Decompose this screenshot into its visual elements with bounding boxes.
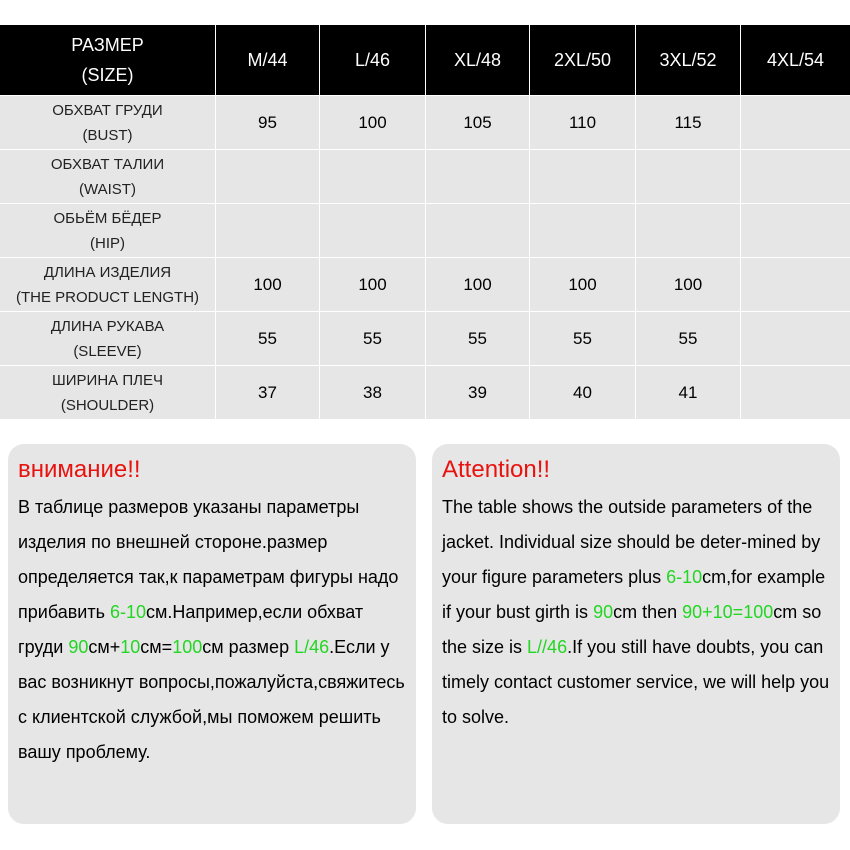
notice-text: cm,for example if your bust girth is: [442, 567, 826, 622]
row-label: [0, 366, 216, 419]
row-label: [0, 150, 216, 203]
row-label-ru: ОБХВАТ ТАЛИИ: [50, 155, 165, 173]
highlight-text: 6-10: [109, 602, 146, 622]
notice-title-en: Attention!!: [442, 456, 551, 483]
table-cell: [741, 258, 850, 311]
size-table: [0, 25, 850, 419]
table-row-hip: [0, 203, 850, 257]
row-label-ru: ОБЬЁМ БЁДЕР: [53, 209, 162, 227]
table-row-length: [0, 257, 850, 311]
row-label-ru: ОБХВАТ ГРУДИ: [52, 101, 163, 119]
table-cell: 100: [636, 258, 741, 311]
row-label-en: (SHOULDER): [60, 396, 155, 414]
row-label-ru: ДЛИНА РУКАВА: [50, 317, 165, 335]
highlight-text: L//46: [527, 637, 568, 657]
table-cell: 100: [320, 96, 426, 149]
row-label: [0, 204, 216, 257]
row-label-en: (HIP): [90, 234, 125, 252]
row-label: [0, 312, 216, 365]
size-header-label: [0, 25, 216, 95]
table-cell: [741, 150, 850, 203]
notice-text: cm so the size is: [442, 602, 822, 657]
notice-title-ru: внимание!!: [18, 456, 141, 483]
table-cell: [320, 150, 426, 203]
size-column-header: 2XL/50: [530, 25, 636, 95]
table-cell: 55: [530, 312, 636, 365]
highlight-text: 90+10=100: [682, 602, 774, 622]
table-cell: 40: [530, 366, 636, 419]
row-label-en: (SLEEVE): [73, 342, 142, 360]
table-cell: 41: [636, 366, 741, 419]
highlight-text: L/46: [294, 637, 330, 657]
table-cell: [426, 150, 530, 203]
table-cell: [216, 150, 320, 203]
table-cell: 55: [636, 312, 741, 365]
table-cell: [741, 204, 850, 257]
row-label-ru: ШИРИНА ПЛЕЧ: [52, 371, 163, 389]
highlight-text: 6-10: [666, 567, 703, 587]
table-row-shoulder: [0, 365, 850, 419]
table-cell: [530, 150, 636, 203]
highlight-text: 100: [172, 637, 203, 657]
size-header-ru: РАЗМЕР: [71, 35, 144, 55]
row-label: [0, 96, 216, 149]
notice-text: .Если у вас возникнут вопросы,пожалуйста,свяжитесь с клиентской службой,мы поможем решить вашу проблему.: [18, 637, 405, 762]
notice-text: см=: [140, 637, 173, 657]
highlight-text: 10: [120, 637, 141, 657]
notice-text: В таблице размеров указаны параметры изделия по внешней стороне.размер определяется так,к параметрам фигуры надо прибавить: [18, 497, 399, 622]
size-column-header: 4XL/54: [766, 49, 825, 70]
table-row-waist: [0, 149, 850, 203]
table-cell: 55: [426, 312, 530, 365]
notice-english: [432, 444, 840, 824]
notice-body-en: [442, 490, 830, 735]
table-cell: 39: [426, 366, 530, 419]
notice-body-ru: [18, 490, 406, 770]
table-header-row: [0, 25, 850, 95]
table-cell: 100: [426, 258, 530, 311]
notice-text: The table shows the outside parameters of the jacket. Individual size should be deter-mined by your figure parameters plus: [442, 497, 821, 587]
notice-russian: [8, 444, 416, 824]
row-label-ru: ДЛИНА ИЗДЕЛИЯ: [43, 263, 172, 281]
highlight-text: 90: [68, 637, 89, 657]
table-cell: [741, 96, 850, 149]
row-label: [0, 258, 216, 311]
table-cell: 37: [216, 366, 320, 419]
size-column-header: 3XL/52: [636, 25, 741, 95]
notice-text: см.Например,если обхват груди: [18, 602, 364, 657]
table-cell: 55: [320, 312, 426, 365]
table-cell: 95: [216, 96, 320, 149]
table-cell: [741, 366, 850, 419]
table-cell: [216, 204, 320, 257]
notice-text: см размер: [202, 637, 295, 657]
row-label-en: (BUST): [82, 126, 133, 144]
table-cell: 100: [530, 258, 636, 311]
table-row-bust: [0, 95, 850, 149]
row-label-en: (THE PRODUCT LENGTH): [15, 288, 200, 306]
table-cell: [530, 204, 636, 257]
row-label-en: (WAIST): [79, 180, 136, 198]
notice-text: .If you still have doubts, you can timely contact customer service, we will help you to solve.: [442, 637, 830, 727]
table-cell: [426, 204, 530, 257]
size-header-en: (SIZE): [81, 65, 134, 85]
table-cell: 38: [320, 366, 426, 419]
table-cell: [320, 204, 426, 257]
table-cell: 105: [426, 96, 530, 149]
notice-text: см+: [88, 637, 121, 657]
table-cell: [741, 312, 850, 365]
table-cell: 100: [320, 258, 426, 311]
highlight-text: 90: [593, 602, 614, 622]
table-cell: 115: [636, 96, 741, 149]
notice-text: cm then: [613, 602, 683, 622]
table-cell: 110: [530, 96, 636, 149]
size-column-header: L/46: [320, 25, 426, 95]
size-column-header: M/44: [216, 25, 320, 95]
table-row-sleeve: [0, 311, 850, 365]
table-cell: [636, 204, 741, 257]
table-cell: 100: [216, 258, 320, 311]
size-column-header: XL/48: [426, 25, 530, 95]
table-cell: 55: [216, 312, 320, 365]
table-cell: [636, 150, 741, 203]
